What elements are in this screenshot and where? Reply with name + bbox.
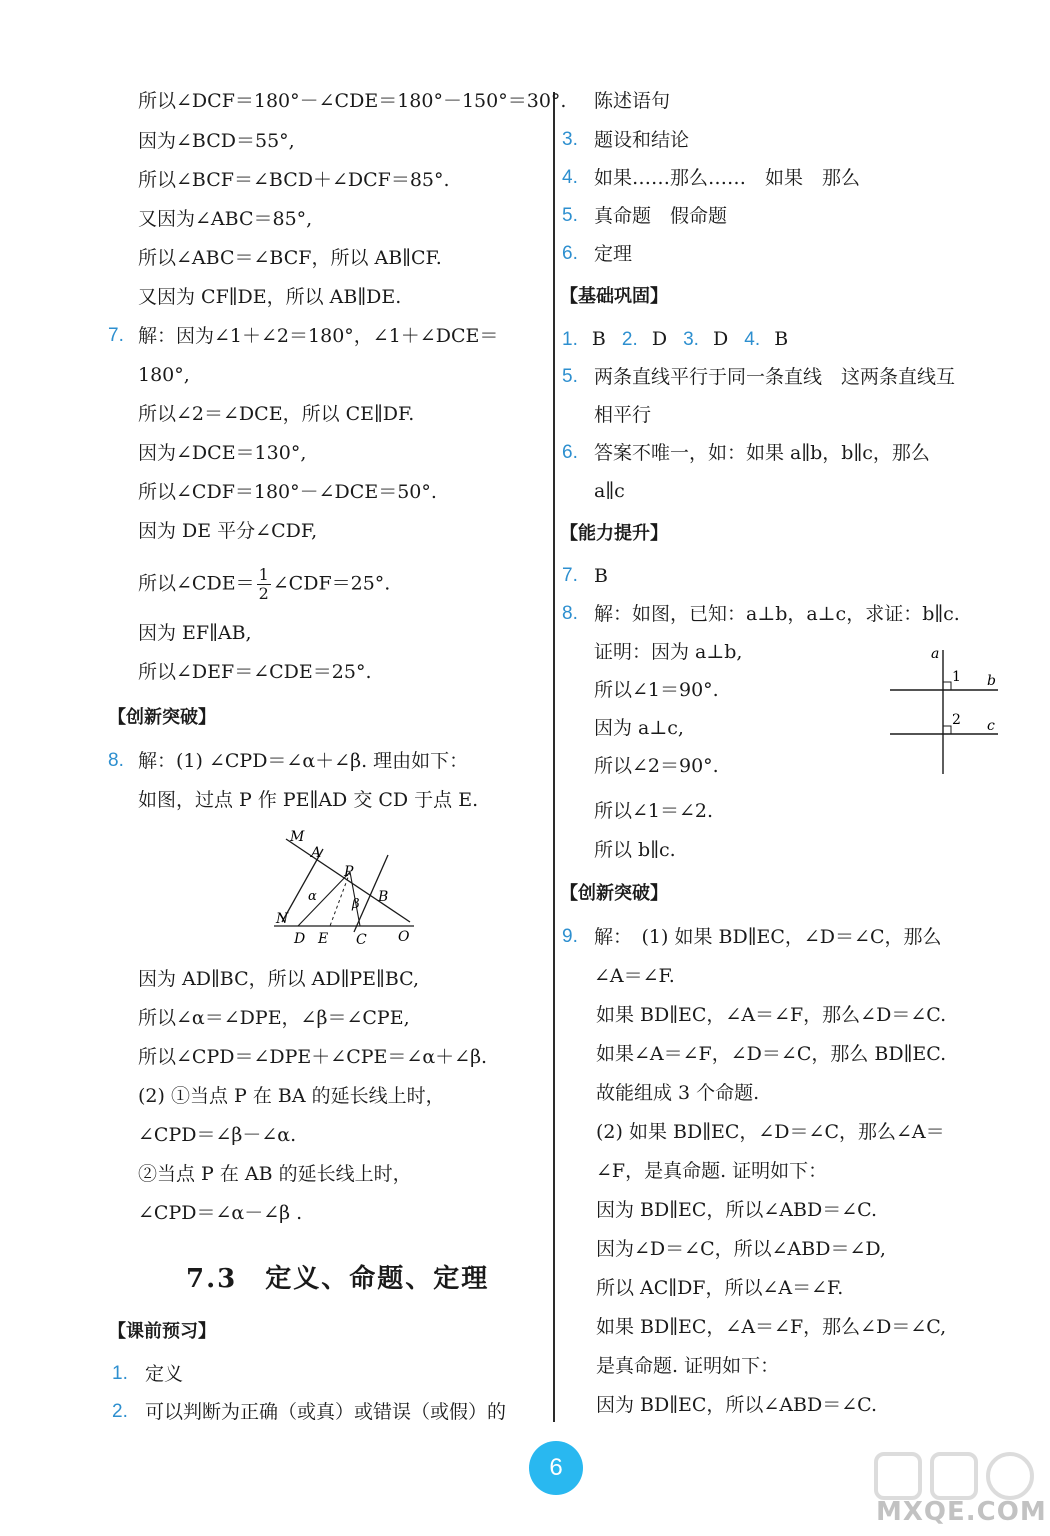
label-c: C xyxy=(356,932,367,948)
question-number: 6. xyxy=(562,442,578,463)
text-line: 两条直线平行于同一条直线 这两条直线互 xyxy=(594,366,956,388)
text-segment: ∠CDF＝25°. xyxy=(272,572,391,595)
text-line: 180°, xyxy=(138,364,190,386)
question-number: 3. xyxy=(683,329,699,350)
text-line: 所以∠BCF＝∠BCD＋∠DCF＝85°. xyxy=(138,169,450,191)
section-heading: 【创新突破】 xyxy=(560,883,668,904)
text-segment: 所以∠CDE＝ xyxy=(138,572,255,595)
label-e: E xyxy=(318,931,329,947)
label-n: N xyxy=(276,911,289,927)
question-number: 1. xyxy=(112,1363,128,1384)
text-line: ∠F，是真命题. 证明如下： xyxy=(596,1160,828,1182)
text-line: 如果……那么…… 如果 那么 xyxy=(594,167,861,189)
text-line: 真命题 假命题 xyxy=(594,205,728,227)
label-beta: β xyxy=(352,897,360,912)
text-line: 解：如图，已知：a⊥b，a⊥c，求证：b∥c. xyxy=(594,603,960,625)
label-d: D xyxy=(294,931,306,947)
section-heading: 【能力提升】 xyxy=(560,523,668,544)
text-line: 所以∠DEF＝∠CDE＝25°. xyxy=(138,661,372,683)
label-a: a xyxy=(931,646,940,662)
text-line: ∠CPD＝∠α－∠β . xyxy=(138,1202,303,1224)
text-line: 解：因为∠1＋∠2＝180°，∠1＋∠DCE＝ xyxy=(138,325,499,347)
answer: D xyxy=(713,328,729,350)
text-line: 因为 a⊥c, xyxy=(594,717,684,739)
text-line: 定义 xyxy=(145,1363,184,1385)
column-divider xyxy=(553,92,555,1422)
question-number: 3. xyxy=(562,129,578,150)
section-heading: 【创新突破】 xyxy=(108,707,216,728)
text-line: 所以∠DCF＝180°－∠CDE＝180°－150°＝30°. xyxy=(138,90,567,112)
text-line: 答案不唯一，如：如果 a∥b，b∥c，那么 xyxy=(594,442,930,464)
text-line: 所以∠ABC＝∠BCF，所以 AB∥CF. xyxy=(138,247,442,269)
text-line: 又因为∠ABC＝85°, xyxy=(138,208,313,230)
text-line: 因为∠D＝∠C，所以∠ABD＝∠D, xyxy=(596,1238,886,1260)
text-line: 定理 xyxy=(594,243,633,265)
text-line: 解：(1) ∠CPD＝∠α＋∠β. 理由如下： xyxy=(138,750,469,772)
answer: B xyxy=(774,328,789,350)
text-line: 所以∠2＝∠DCE，所以 CE∥DF. xyxy=(138,403,415,425)
label-m: M xyxy=(290,829,305,845)
answer: B xyxy=(591,328,606,350)
text-line: 所以∠α＝∠DPE，∠β＝∠CPE, xyxy=(138,1007,410,1029)
label-angle-2: 2 xyxy=(952,712,961,728)
label-o: O xyxy=(398,929,410,945)
text-line: 所以∠CDF＝180°－∠DCE＝50°. xyxy=(138,481,437,503)
label-c: c xyxy=(987,718,995,734)
text-line: 题设和结论 xyxy=(594,129,690,151)
question-number: 9. xyxy=(562,926,578,947)
question-number: 1. xyxy=(562,329,578,350)
watermark-text: MXQE.COM xyxy=(876,1497,1047,1527)
answer: D xyxy=(651,328,668,350)
text-line: 所以 b∥c. xyxy=(594,839,676,861)
text-line: 因为 BD∥EC，所以∠ABD＝∠C. xyxy=(596,1199,878,1221)
text-line: 相平行 xyxy=(594,404,652,426)
label-a: A xyxy=(311,845,322,861)
text-line: 又因为 CF∥DE，所以 AB∥DE. xyxy=(138,286,402,308)
section-heading: 【课前预习】 xyxy=(108,1321,216,1342)
text-line: 如果 BD∥EC，∠A＝∠F，那么∠D＝∠C, xyxy=(596,1316,947,1338)
question-number: 4. xyxy=(744,329,761,350)
label-angle-1: 1 xyxy=(952,669,961,685)
text-line: 陈述语句 xyxy=(594,90,671,112)
text-line: ②当点 P 在 AB 的延长线上时， xyxy=(138,1163,412,1185)
text-line: 因为 AD∥BC，所以 AD∥PE∥BC, xyxy=(138,968,420,990)
text-line: ∠A＝∠F. xyxy=(594,965,675,987)
question-number: 7. xyxy=(108,325,124,346)
text-line: 所以∠1＝∠2. xyxy=(594,800,714,822)
fraction xyxy=(257,566,271,603)
text-line: B xyxy=(594,565,608,587)
text-line: 因为 BD∥EC，所以∠ABD＝∠C. xyxy=(596,1394,878,1416)
text-line: 所以∠CPD＝∠DPE＋∠CPE＝∠α＋∠β. xyxy=(138,1046,488,1068)
geometry-figure-perpendicular xyxy=(886,642,1004,776)
question-number: 8. xyxy=(562,603,578,624)
text-line: (2) 如果 BD∥EC，∠D＝∠C，那么∠A＝ xyxy=(596,1121,945,1143)
question-number: 2. xyxy=(621,329,638,350)
text-line: 所以∠2＝90°. xyxy=(594,755,719,777)
text-line: 如果 BD∥EC，∠A＝∠F，那么∠D＝∠C. xyxy=(596,1004,947,1026)
label-alpha: α xyxy=(308,889,317,904)
label-p: P xyxy=(344,864,354,880)
geometry-figure-parallel xyxy=(268,822,418,950)
text-line: 因为∠BCD＝55°, xyxy=(138,130,295,152)
question-number: 5. xyxy=(562,205,578,226)
text-line: 是真命题. 证明如下： xyxy=(596,1355,780,1377)
text-line: ∠CPD＝∠β－∠α. xyxy=(138,1124,297,1146)
section-heading: 【基础巩固】 xyxy=(560,286,668,307)
text-line: 因为 EF∥AB, xyxy=(138,622,252,644)
question-number: 8. xyxy=(108,750,124,771)
text-line: 可以判断为正确（或真）或错误（或假）的 xyxy=(145,1401,507,1423)
text-line: 如图，过点 P 作 PE∥AD 交 CD 于点 E. xyxy=(138,789,479,811)
text-line: 证明：因为 a⊥b, xyxy=(594,641,743,663)
label-b: b xyxy=(987,673,996,689)
question-number: 7. xyxy=(562,565,578,586)
question-number: 4. xyxy=(562,167,578,188)
text-line: 故能组成 3 个命题. xyxy=(596,1082,760,1104)
text-line: 所以 AC∥DF，所以∠A＝∠F. xyxy=(596,1277,844,1299)
text-line: a∥c xyxy=(594,480,625,502)
label-b: B xyxy=(378,889,389,905)
text-line: 解： (1) 如果 BD∥EC，∠D＝∠C，那么 xyxy=(594,926,942,948)
text-line-with-fraction xyxy=(138,566,390,603)
text-line: 所以∠1＝90°. xyxy=(594,679,719,701)
section-title: 7.3 定义、命题、定理 xyxy=(186,1264,490,1294)
fraction-denominator: 2 xyxy=(258,584,269,603)
text-line: (2) ①当点 P 在 BA 的延长线上时， xyxy=(138,1085,445,1107)
question-number: 5. xyxy=(562,366,578,387)
text-line: 因为∠DCE＝130°, xyxy=(138,442,307,464)
page-number-badge: 6 xyxy=(529,1441,583,1495)
question-number: 6. xyxy=(562,243,578,264)
text-line: 因为 DE 平分∠CDF, xyxy=(138,520,318,542)
fraction-numerator: 1 xyxy=(258,565,269,584)
text-line: 如果∠A＝∠F，∠D＝∠C，那么 BD∥EC. xyxy=(596,1043,947,1065)
answer-row xyxy=(562,326,788,353)
question-number: 2. xyxy=(112,1401,128,1422)
